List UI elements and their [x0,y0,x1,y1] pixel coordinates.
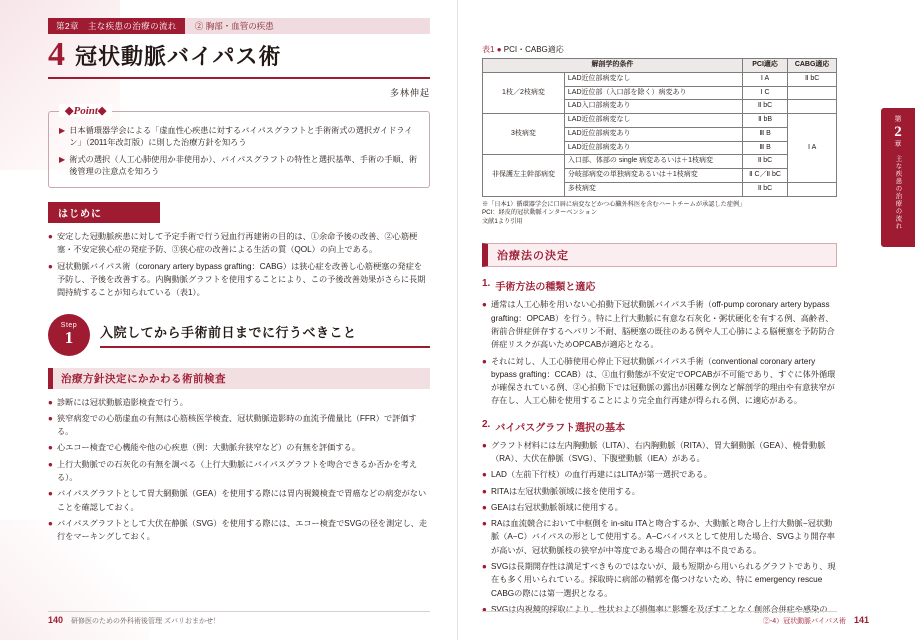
step-row [48,314,430,356]
chapter-label: 第2章 主な疾患の治療の流れ [48,18,185,34]
list-item-text: 狭窄病変での心筋虚血の有無は心筋核医学検査、冠状動脈造影時の血流予備量比（FFR）で評価する。 [56,413,417,437]
list-item [482,501,837,514]
author-name: 多林伸起 [389,88,430,98]
section-1-body [482,298,837,407]
numbered-heading-text: バイパスグラフト選択の基本 [495,422,626,434]
thumb-chapter-suffix: 章 [894,140,902,148]
table-cell: Ⅱ bC [742,155,787,169]
list-item-text: バイパスグラフトとして大伏在静脈（SVG）を使用する際には、エコー検査でSVGの径を測定し、走行をマーキングしておく。 [56,518,428,542]
treatment-decision-heading: 治療法の決定 [482,243,837,267]
list-item [48,458,430,485]
table-cell [788,182,837,196]
bullet-icon: ● [482,604,487,614]
table-cell: Ⅱ bB [742,114,787,128]
table-cell: LAD近位部病変あり [564,127,742,141]
bullet-icon: ● [482,486,487,496]
table-cell [788,100,837,114]
table-cell: Ⅰ C [742,86,787,100]
list-item [482,517,837,557]
running-title: 研修医のための外科術後管理 ズバリおまかせ！ [71,618,220,625]
chapter-bar [48,18,430,34]
list-item [482,485,837,498]
article-number: 4 [48,36,65,74]
list-item [482,439,837,466]
bullet-icon: ● [482,502,487,512]
chapter-thumb-tab [881,108,915,247]
bullet-icon: ● [48,443,53,453]
table-row [483,114,837,128]
right-page-content [482,44,837,619]
table-group-cell: 非保護左主幹部病変 [483,155,565,196]
subsection-heading: 治療方針決定にかかわる術前検査 [48,368,430,389]
list-item-text: 診断には冠状動脈造影検査で行う。 [56,397,188,407]
table-cell: LAD近位部病変なし [564,114,742,128]
thumb-vertical-label: 主な疾患の治療の流れ [894,154,902,230]
list-item [482,355,837,408]
list-item-text: LAD（左前下行枝）の血行再建にはLITAが第一選択である。 [490,470,712,480]
table-cell: Ⅱ C／Ⅱ bC [742,169,787,183]
bullet-icon: ● [48,518,53,528]
article-title-row [48,36,430,79]
table-cell: Ⅱ bC [742,182,787,196]
table-cell: Ⅱ bC [788,72,837,86]
bullet-icon: ● [48,413,53,423]
table-header-cell: 解剖学的条件 [483,59,743,73]
point-box-label: ◆Point◆ [59,104,112,117]
table-cell: Ⅲ B [742,127,787,141]
bullet-icon: ● [48,261,53,271]
list-item [48,396,430,409]
table-cell: Ⅱ bC [742,100,787,114]
table-header-cell: CABG適応 [788,59,837,73]
diamond-icon: ◆ [65,105,74,117]
pci-cabg-table [482,58,837,197]
numbered-heading [482,278,837,293]
thumb-chapter-label: 第 [894,116,902,123]
bullet-icon: ● [48,232,53,242]
bullet-icon: ● [482,440,487,450]
bullet-icon: ● [496,45,502,54]
intro-heading: はじめに [48,202,160,223]
bullet-icon: ● [482,300,487,310]
table-caption-text: PCI・CABG適応 [503,45,564,54]
table-cell: Ⅲ B [742,141,787,155]
list-item-text: それに対し、人工心肺使用心停止下冠状動脈バイパス手術（conventional coronary artery bypass grafting：CCAB）は、①血行動態が不安定でOPCABが不可能であり、すぐに体外循環が確保されている例、②心拍動下では冠動脈の露出が困難な例など解剖学的理由や有意狭窄が存在し、人工心肺を使用することにより完全血行再建が得られる例、に適応がある。 [490,356,836,406]
bullet-icon: ● [48,459,53,469]
table-caption-mark: 表1 [482,45,495,54]
numbered-heading-text: 手術方法の種類と適応 [495,282,596,294]
list-item-text: GEAは右冠状動脈領域に使用する。 [490,502,623,512]
list-item-text: 上行大動脈での石灰化の有無を調べる（上行大動脈にバイパスグラフトを吻合できるか否かを考える）。 [56,459,418,482]
right-page [458,0,915,640]
list-item [482,560,837,600]
numbered-heading [482,419,837,434]
step-label: Step [60,322,78,330]
bullet-icon: ● [482,561,487,571]
step-number: 1 [64,328,74,348]
page-title: 冠状動脈バイパス術 [75,44,282,69]
subsection-body [48,396,430,544]
list-item [48,412,430,439]
list-item-text: 冠状動脈バイパス術（coronary artery bypass grafting：CABG）は狭心症を改善し心筋梗塞の発症を予防し、予後を改善する。内胸動脈グラフトを使用することにより、この予後改善効果がさらに長期間持続することが知られている（表1）。 [56,261,426,298]
list-item [482,298,837,351]
table-cell: LAD近位部病変あり [564,141,742,155]
bullet-icon: ● [48,397,53,407]
left-page-content [48,18,430,546]
table-cell: LAD入口部病変あり [564,100,742,114]
table-header-cell: PCI適応 [742,59,787,73]
table-cell [788,86,837,100]
list-item [48,441,430,454]
triangle-icon: ▶ [59,154,66,164]
bullet-icon: ● [48,489,53,499]
list-item-text: グラフト材料には左内胸動脈（LITA）、右内胸動脈（RITA）、胃大網動脈（GEA）、橈骨動脈（RA）、大伏在静脈（SVG）、下腹壁動脈（IEA）がある。 [490,440,826,463]
bullet-icon: ● [482,470,487,480]
list-item-text: 安定した冠動脈疾患に対して予定手術で行う冠血行再建術の目的は、①余命予後の改善、②心筋梗塞・不安定狭心症の発症予防、③狭心症の改善による生活の質（QOL）の向上である。 [56,232,418,255]
footer-divider-right [482,611,837,612]
table-cell: Ⅰ A [742,72,787,86]
point-box [48,105,430,188]
table-cell: 入口部、体部の single 病変あるいは＋1枝病変 [564,155,742,169]
list-item [48,260,430,300]
footer-divider-left [48,611,430,612]
table-group-cell: 1枝／2枝病変 [483,72,565,113]
bullet-icon: ● [482,519,487,529]
chapter-section-label: ② 胸部・血管の疾患 [185,18,430,34]
table-row [483,155,837,169]
table-cell: 多枝病変 [564,182,742,196]
step-heading: 入院してから手術前日までに行うべきこと [100,322,430,348]
table-header-row [483,59,837,73]
point-item-text: 術式の選択（人工心肺使用か非使用か）、バイパスグラフトの特性と選択基準、手術の手順、術後管理の注意点を知ろう [69,154,418,176]
table-row [483,72,837,86]
list-item-text: SVGは内視鏡的採取により、性状および損傷率に影響を及ぼすことなく創部合併症や感染の [490,604,828,614]
thumb-chapter-number: 2 [894,124,902,141]
table-note: 文献1より引用 [482,218,523,226]
diamond-icon: ◆ [97,105,107,117]
page-number: 141 [853,615,869,625]
table-group-cell: 3枝病変 [483,114,565,155]
table-cell: LAD近位部（入口部を除く）病変あり [564,86,742,100]
list-item [482,468,837,481]
step-badge [48,314,90,356]
table-note: ※「日本1）循環器学会に口唇に病変などかつ心臓外科医を含むハートチームが承認した症例」 [482,200,746,208]
list-item-text: 心エコー検査で心機能や他の心疾患（例：大動脈弁狭窄など）の有無を評価する。 [56,443,360,453]
list-item [48,517,430,544]
table-notes [482,201,837,228]
list-item-text: 通常は人工心肺を用いない心拍動下冠状動脈バイパス手術（off-pump coronary artery bypass grafting：OPCAB）を行う。特に上行大動脈に有意な石灰化・粥状硬化を有する例、高齢者、術前合併症併存するヘパリン不耐、脳梗塞の既往のある例や人工心肺による脳梗塞を予防防合併症リスクが高いためOPCABが適応となる。 [490,300,835,350]
table-cell: 分岐部病変の単独病変あるいは＋1枝病変 [564,169,742,183]
folio-left [48,615,220,626]
page-number: 140 [48,615,64,625]
table-note: PCI：経皮的冠状動脈インターベンション [482,209,597,217]
point-item-text: 日本循環器学会による「虚血性心疾患に対するバイパスグラフトと手術術式の選択ガイドライン」（2011年改訂版）に則した治療方針を知ろう [69,126,413,148]
folio-right [763,615,869,626]
list-item-text: バイパスグラフトとして胃大網動脈（GEA）を使用する際には胃内視鏡検査で胃癌などの病変がないことを確認しておく。 [56,489,427,512]
list-item [48,487,430,514]
table-cell: LAD近位部病変なし [564,72,742,86]
point-item [59,154,419,179]
section-2-body [482,439,837,616]
table-cell: Ⅰ A [788,114,837,183]
point-item [59,125,419,150]
intro-body [48,230,430,299]
numbered-heading-number: 1. [482,278,491,290]
table-caption [482,44,837,55]
numbered-heading-number: 2. [482,418,491,430]
running-title: ②-4）冠状動脈バイパス術 [762,618,846,625]
list-item-text: SVGは長期開存性は満足すべきものではないが、最も短期から用いられるグラフトであり、現在も多く用いられている。採取時に病部の鞘郭を傷つけないため、特に emergency rescue CABGの際には第一選択となる。 [490,561,836,598]
list-item-text: RITAは左冠状動脈領域に接を使用する。 [490,486,640,496]
triangle-icon: ▶ [59,126,66,135]
list-item-text: RAは血流競合において中枢側を in-situ ITAと吻合するか、大動脈と吻合し上行大動脈−冠状動脈（A−C）バイパスの形として使用する。A−Cバイパスとして使用した場合、SVGより開存率が高いが、冠状動脈枝の狭窄が中等度である場合の開存率は不良である。 [490,519,835,555]
bullet-icon: ● [482,356,487,366]
list-item [48,230,430,257]
